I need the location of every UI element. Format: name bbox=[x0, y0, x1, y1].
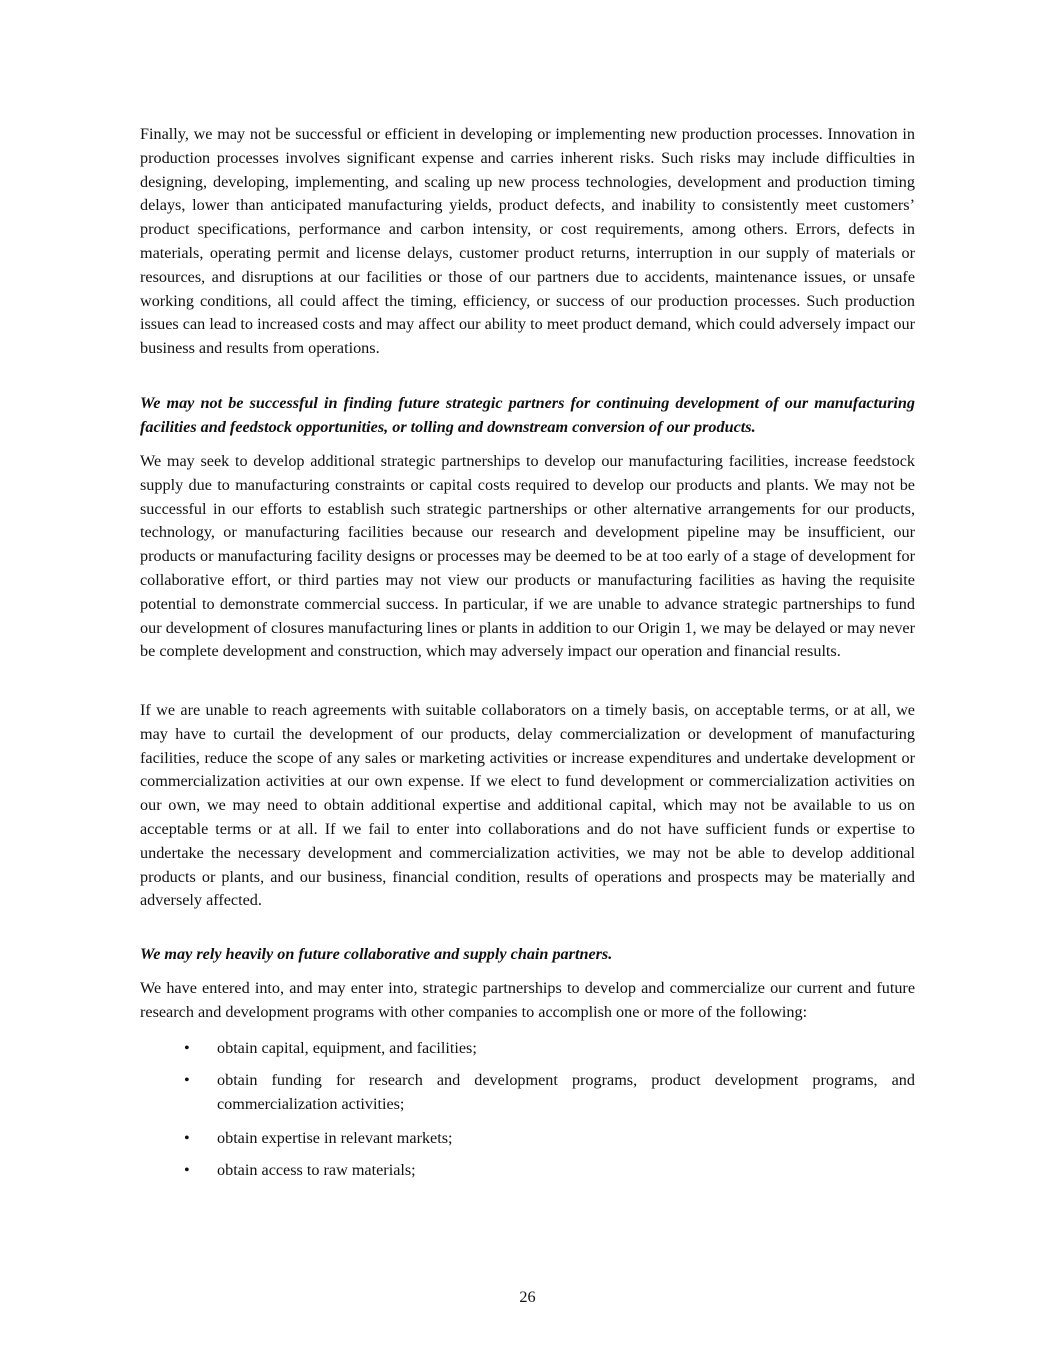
bullet-icon: • bbox=[184, 1161, 190, 1179]
heading-strategic-partners: We may not be successful in finding future strategic partners for continuing development of our manufacturing facilities and feedstock opportunities, or tolling and downstream conversion of our products. bbox=[140, 394, 915, 436]
bullet-text: obtain access to raw materials; bbox=[217, 1161, 416, 1179]
paragraph-entered-partnerships: We have entered into, and may enter into, strategic partnerships to develop and commercialize our current and future research and development programs with other companies to accomplish one or more of the following: bbox=[140, 979, 915, 1021]
bullet-text: obtain capital, equipment, and facilities; bbox=[217, 1039, 477, 1057]
bullet-text: obtain expertise in relevant markets; bbox=[217, 1129, 453, 1147]
bullet-icon: • bbox=[184, 1071, 190, 1089]
paragraph-production-processes: Finally, we may not be successful or efficient in developing or implementing new production processes. Innovation in production processes involves significant expense and carries inherent risks. Such risks may include difficulties in designing, developing, implementing, and scaling up new process technologies, development and production timing delays, lower than anticipated manufacturing yields, product defects, and inability to consistently meet customers’ product specifications, performance and carbon intensity, or cost requirements, among others. Errors, defects in materials, operating permit and license delays, customer product returns, interruption in our supply of materials or resources, and disruptions at our facilities or those of our partners due to accidents, maintenance issues, or unsafe working conditions, all could affect the timing, efficiency, or success of our production processes. Such production issues can lead to increased costs and may affect our ability to meet product demand, which could adversely impact our business and results from operations. bbox=[140, 125, 915, 358]
page-number: 26 bbox=[519, 1288, 536, 1306]
bullet-icon: • bbox=[184, 1129, 190, 1147]
paragraph-collaborators: If we are unable to reach agreements with suitable collaborators on a timely basis, on acceptable terms, or at all, we may have to curtail the development of our products, delay commercialization or development of manufacturing facilities, reduce the scope of any sales or marketing activities or increase expenditures and undertake development or commercialization activities at our own expense. If we elect to fund development or commercialization activities on our own, we may need to obtain additional expertise and additional capital, which may not be available to us on acceptable terms or at all. If we fail to enter into collaborations and do not have sufficient funds or expertise to undertake the necessary development and commercialization activities, we may not be able to develop additional products or plants, and our business, financial condition, results of operations and prospects may be materially and adversely affected. bbox=[140, 701, 915, 910]
bullet-icon: • bbox=[184, 1039, 190, 1057]
heading-collaborative-partners: We may rely heavily on future collaborative and supply chain partners. bbox=[140, 945, 613, 963]
bullet-text: obtain funding for research and development programs, product development programs, and commercialization activities; bbox=[217, 1071, 915, 1113]
paragraph-strategic-partnerships: We may seek to develop additional strategic partnerships to develop our manufacturing facilities, increase feedstock supply due to manufacturing constraints or capital costs required to develop our products and plants. We may not be successful in our efforts to establish such strategic partnerships or other alternative arrangements for our products, technology, or manufacturing facilities because our research and development pipeline may be insufficient, our products or manufacturing facility designs or processes may be deemed to be at too early of a stage of development for collaborative effort, or third parties may not view our products or manufacturing facilities as having the requisite potential to demonstrate commercial success. In particular, if we are unable to advance strategic partnerships to fund our development of closures manufacturing lines or plants in addition to our Origin 1, we may be delayed or may never be complete development and construction, which may adversely impact our operation and financial results. bbox=[140, 452, 915, 661]
